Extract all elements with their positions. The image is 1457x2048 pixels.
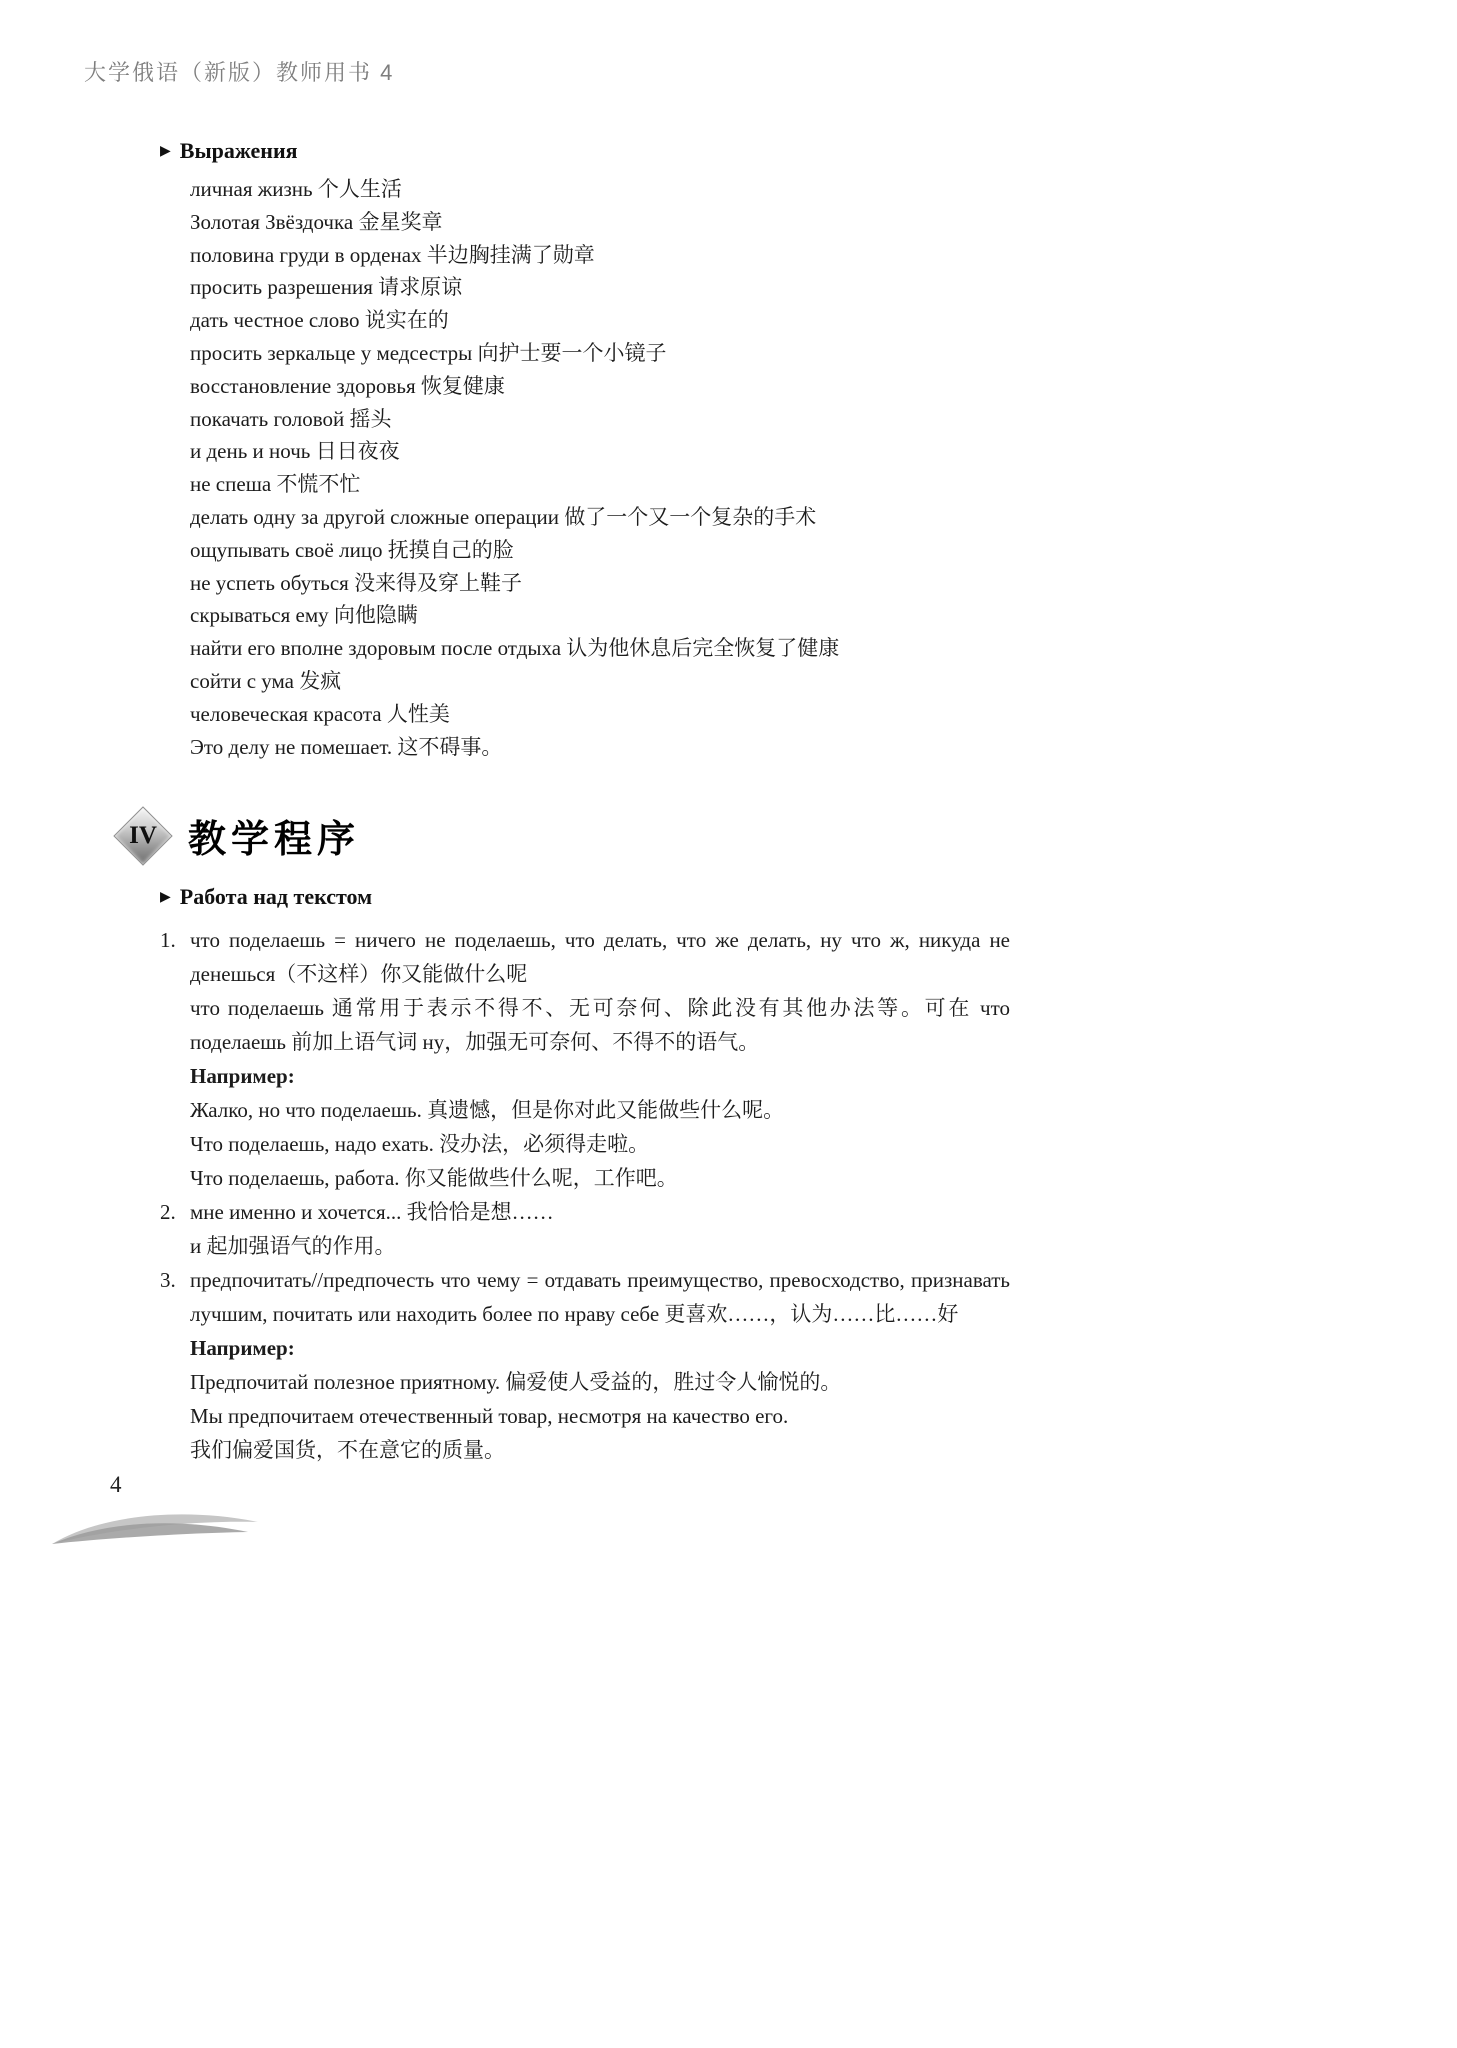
expression-item: дать честное слово 说实在的	[190, 308, 449, 333]
expression-item: восстановление здоровья 恢复健康	[190, 373, 505, 398]
work-item-2	[160, 1195, 1010, 1263]
expression-item: просить зеркальце у медсестры 向护士要一个小镜子	[190, 340, 667, 365]
expression-item: личная жизнь 个人生活	[190, 177, 402, 201]
paragraph: 我们偏爱国货，不在意它的质量。	[190, 1438, 505, 1462]
work-item-1	[160, 923, 1010, 1195]
paragraph: Что поделаешь, надо ехать. 没办法，必须得走啦。	[190, 1132, 650, 1156]
running-header: 大学俄语（新版）教师用书 4	[84, 60, 395, 85]
expression-item: половина груди в орденах 半边胸挂满了勋章	[190, 242, 595, 267]
work-heading-label: Работа над текстом	[179, 884, 373, 909]
expression-item: не спеша 不慌不忙	[190, 472, 361, 497]
section-iv-roman: IV	[129, 821, 157, 849]
section-iv-heading	[116, 808, 360, 863]
section-iv-gem-icon	[116, 809, 170, 863]
paragraph: что поделаешь 通常用于表示不得不、无可奈何、除此没有其他办法等。可在 что поделаешь 前加上语气词 ну，加强无可奈何、不得不的语气。	[190, 996, 1010, 1054]
item-body	[190, 923, 1010, 1195]
expression-item: ощупывать своё лицо 抚摸自己的脸	[190, 537, 514, 562]
expression-item: Это делу не помешает. 这不碍事。	[190, 734, 503, 759]
work-heading	[160, 884, 1010, 910]
paragraph: Что поделаешь, работа. 你又能做些什么呢，工作吧。	[190, 1166, 678, 1190]
paragraph: предпочитать//предпочесть что чему = отдавать преимущество, превосходство, признавать лучшим, почитать или находить более по нраву себе 更喜欢……，认为……比……好	[190, 1268, 1010, 1326]
work-list	[160, 923, 1010, 1467]
expressions-heading	[160, 138, 1060, 164]
expressions-section	[160, 138, 1060, 763]
expression-item: скрываться ему 向他隐瞒	[190, 603, 418, 628]
example-label: Например:	[190, 1336, 295, 1360]
expression-item: не успеть обуться 没来得及穿上鞋子	[190, 570, 523, 595]
work-on-text-section	[160, 884, 1010, 1467]
example-label: Например:	[190, 1064, 295, 1088]
item-number: 2.	[160, 1200, 176, 1224]
item-number: 3.	[160, 1268, 176, 1292]
work-item-3	[160, 1263, 1010, 1467]
triangle-marker-icon: ▶	[160, 144, 171, 159]
expression-item: делать одну за другой сложные операции 做了一个又一个复杂的手术	[190, 504, 817, 529]
paragraph: мне именно и хочется... 我恰恰是想……	[190, 1200, 554, 1224]
expression-item: сойти с ума 发疯	[190, 668, 342, 693]
paragraph: Жалко, но что поделаешь. 真遗憾，但是你对此又能做些什么呢。	[190, 1098, 785, 1122]
expression-item: Золотая Звёздочка 金星奖章	[190, 209, 443, 234]
page-footer-swoosh	[48, 1502, 263, 1556]
item-body	[190, 1195, 1010, 1263]
expression-item: человеческая красота 人性美	[190, 701, 450, 726]
page-number: 4	[110, 1472, 122, 1497]
paragraph: Предпочитай полезное приятному. 偏爱使人受益的，胜过令人愉悦的。	[190, 1370, 842, 1394]
expression-item: просить разрешения 请求原谅	[190, 275, 463, 300]
expression-item: найти его вполне здоровым после отдыха 认为他休息后完全恢复了健康	[190, 636, 840, 661]
expression-item: и день и ночь 日日夜夜	[190, 439, 400, 464]
item-number: 1.	[160, 928, 176, 952]
expression-item: покачать головой 摇头	[190, 406, 392, 431]
item-body	[190, 1263, 1010, 1467]
expressions-list	[190, 173, 1060, 763]
triangle-marker-icon: ▶	[160, 890, 171, 905]
expressions-heading-label: Выражения	[179, 138, 298, 163]
paragraph: Мы предпочитаем отечественный товар, несмотря на качество его.	[190, 1404, 789, 1428]
paragraph: что поделаешь = ничего не поделаешь, что делать, что же делать, ну что ж, никуда не денешься（不这样）你又能做什么呢	[190, 928, 1010, 986]
paragraph: и 起加强语气的作用。	[190, 1234, 396, 1258]
section-iv-title: 教学程序	[188, 819, 361, 861]
